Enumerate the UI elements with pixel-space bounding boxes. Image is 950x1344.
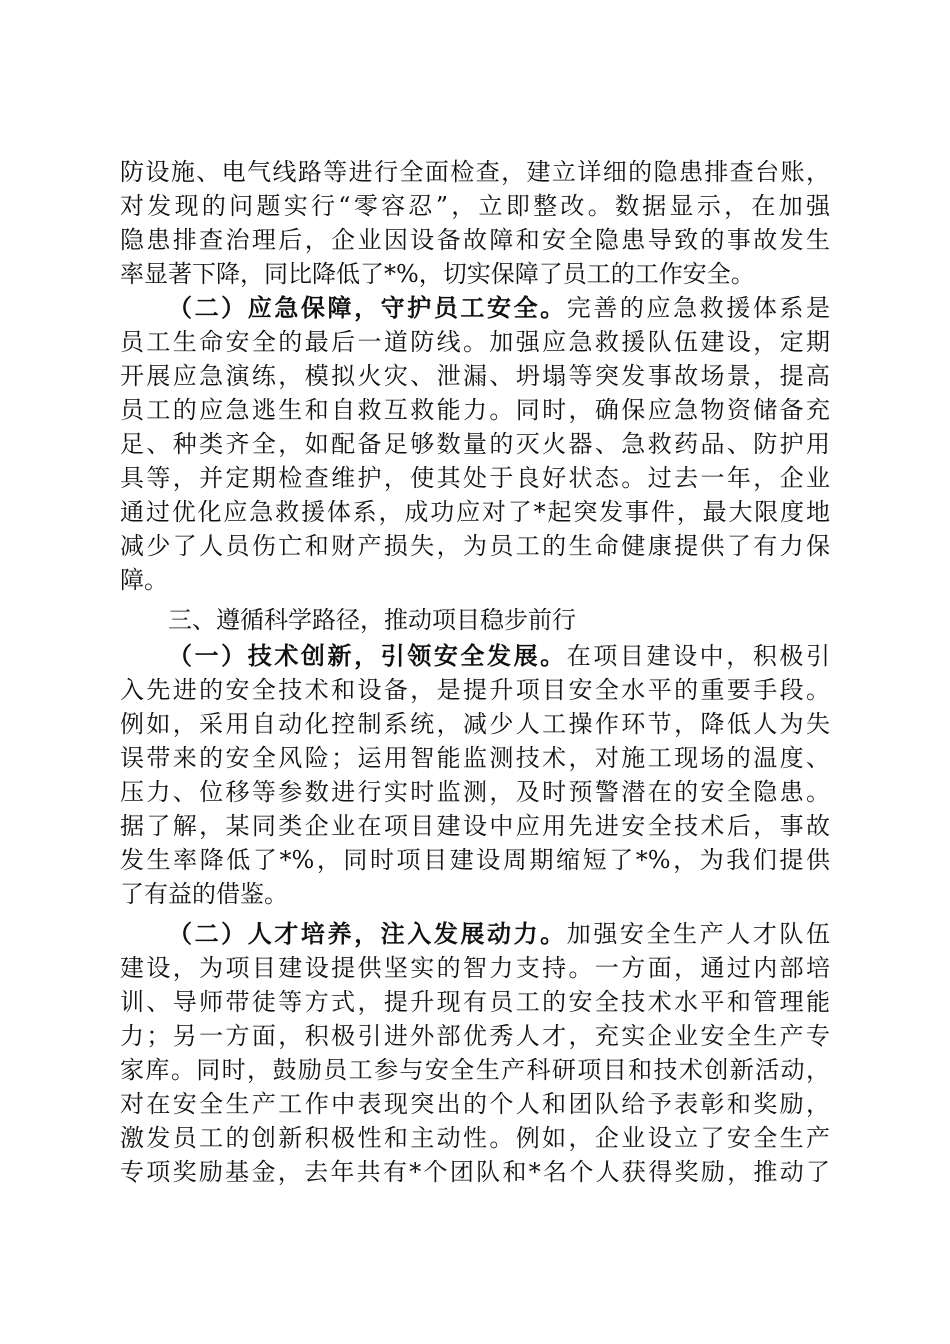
text-line: 建设，为项目建设提供坚实的智力支持。一方面，通过内部培 (120, 954, 830, 982)
paragraph-lead: （二）应急保障，守护员工安全。 (168, 293, 567, 322)
paragraph-text: 在项目建设中，积极引 (566, 642, 830, 670)
text-line: 员工的应急逃生和自救互救能力。同时，确保应急物资储备充 (120, 396, 830, 424)
text-line: 压力、位移等参数进行实时监测，及时预警潜在的安全隐患。 (120, 778, 830, 806)
text-line: 入先进的安全技术和设备，是提升项目安全水平的重要手段。 (120, 676, 830, 704)
paragraph-text: 加强安全生产人才队伍 (566, 920, 830, 948)
text-line: 减少了人员伤亡和财产损失，为员工的生命健康提供了有力保 (120, 532, 830, 560)
text-line: 对发现的问题实行“零容忍”，立即整改。数据显示，在加强 (120, 192, 830, 220)
text-line: 开展应急演练，模拟火灾、泄漏、坍塌等突发事故场景，提高 (120, 362, 830, 390)
text-line: 训、导师带徒等方式，提升现有员工的安全技术水平和管理能 (120, 988, 830, 1016)
paragraph-lead: （一）技术创新，引领安全发展。 (168, 641, 567, 670)
text-line: 员工生命安全的最后一道防线。加强应急救援队伍建设，定期 (120, 328, 830, 356)
text-line: 通过优化应急救援体系，成功应对了*起突发事件，最大限度地 (120, 498, 830, 526)
text-line: 了有益的借鉴。 (120, 880, 288, 908)
text-line: 率显著下降，同比降低了*%，切实保障了员工的工作安全。 (120, 260, 755, 288)
text-line: 具等，并定期检查维护，使其处于良好状态。过去一年，企业 (120, 464, 830, 492)
text-line: 发生率降低了*%，同时项目建设周期缩短了*%，为我们提供 (120, 846, 830, 874)
text-line: 激发员工的创新积极性和主动性。例如，企业设立了安全生产 (120, 1124, 830, 1152)
paragraph-first-line (120, 640, 830, 672)
paragraph-first-line (120, 918, 830, 950)
text-line: 足、种类齐全，如配备足够数量的灭火器、急救药品、防护用 (120, 430, 830, 458)
text-line: 家库。同时，鼓励员工参与安全生产科研项目和技术创新活动， (120, 1056, 830, 1084)
text-line: 据了解，某同类企业在项目建设中应用先进安全技术后，事故 (120, 812, 830, 840)
paragraph-lead: （二）人才培养，注入发展动力。 (168, 919, 567, 948)
paragraph-text: 完善的应急救援体系是 (566, 294, 830, 322)
paragraph-first-line (120, 292, 830, 324)
text-line: 对在安全生产工作中表现突出的个人和团队给予表彰和奖励， (120, 1090, 830, 1118)
text-line: 防设施、电气线路等进行全面检查，建立详细的隐患排查台账， (120, 158, 830, 186)
text-line: 障。 (120, 566, 168, 594)
text-line: 力；另一方面，积极引进外部优秀人才，充实企业安全生产专 (120, 1022, 830, 1050)
text-line: 误带来的安全风险；运用智能监测技术，对施工现场的温度、 (120, 744, 830, 772)
text-line: 隐患排查治理后，企业因设备故障和安全隐患导致的事故发生 (120, 226, 830, 254)
text-line: 例如，采用自动化控制系统，减少人工操作环节，降低人为失 (120, 710, 830, 738)
text-line: 专项奖励基金，去年共有*个团队和*名个人获得奖励，推动了 (120, 1158, 830, 1186)
section-heading: 三、遵循科学路径，推动项目稳步前行 (168, 606, 576, 634)
